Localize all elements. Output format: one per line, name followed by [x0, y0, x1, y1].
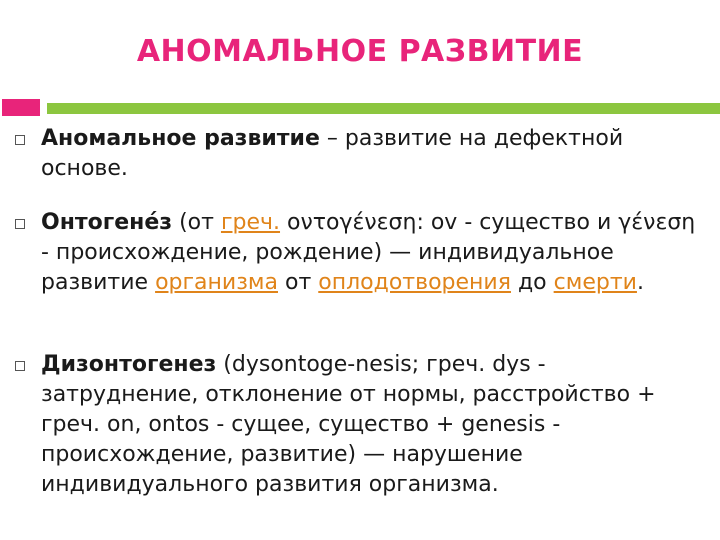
definition-text: οντογένεση: ov - существо и γένεση - происхождение, рождение) — индивидуальное развитие [41, 210, 696, 295]
definition-text: – развитие на дефектной основе. [41, 126, 624, 181]
accent-bar-pink [2, 99, 40, 116]
square-bullet-icon [15, 135, 25, 145]
link-death[interactable]: смерти [553, 270, 637, 295]
term-ontogenesis: Онтогене́з [41, 210, 173, 235]
link-greek[interactable]: греч. [220, 210, 281, 235]
square-bullet-icon [15, 219, 25, 229]
definition-text: до [510, 270, 554, 295]
term-dysontogenesis: Дизонтогенез [41, 352, 217, 377]
square-bullet-icon [15, 361, 25, 371]
slide-title: АНОМАЛЬНОЕ РАЗВИТИЕ [136, 34, 584, 69]
list-item-text [41, 208, 703, 298]
term-anomalous-development: Аномальное развитие [41, 126, 320, 151]
definition-text: от [278, 270, 319, 295]
definition-text: . [636, 270, 644, 295]
list-item-text [41, 124, 703, 184]
definition-text: (dysontoge-nesis; греч. dys - затруднение, отклонение от нормы, расстройство + греч. on, ontos - сущее, существо + genesis - происхождение, развитие) — нарушение индивидуального развития организма. [41, 352, 656, 497]
list-item-text [41, 350, 703, 500]
accent-bar-green [47, 103, 720, 114]
link-fertilization[interactable]: оплодотворения [318, 270, 511, 295]
definition-text: (от [172, 210, 221, 235]
link-organism[interactable]: организма [155, 270, 278, 295]
